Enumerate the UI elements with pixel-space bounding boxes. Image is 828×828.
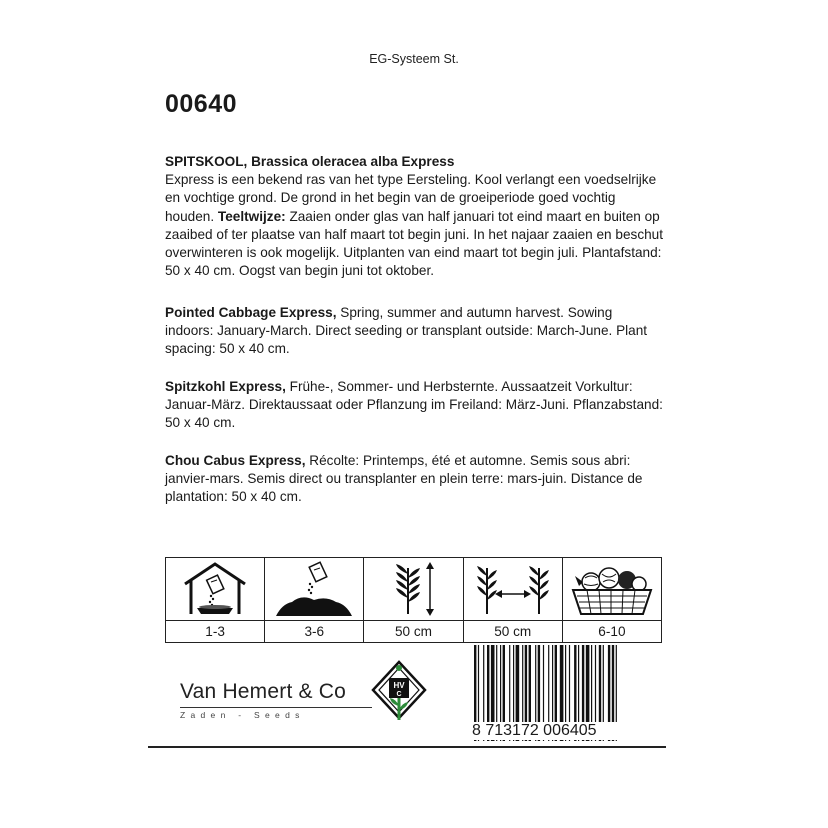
icon-cell-harvest xyxy=(563,558,661,642)
icon-label-plant-spacing: 50 cm xyxy=(494,624,532,639)
teeltwijze-label: Teeltwijze: xyxy=(217,208,286,224)
dutch-title: SPITSKOOL, Brassica oleracea alba Express xyxy=(165,154,455,169)
header-note: EG-Systeem St. xyxy=(369,52,459,66)
quality-seal-logo xyxy=(369,658,429,728)
french-title: Chou Cabus Express, xyxy=(165,453,306,468)
english-text: Spring, summer and autumn harvest. Sowing indoors: January-March. Direct seeding or transplant outside: March-June. Plant spacing: 50 x 40 cm. xyxy=(165,305,648,357)
english-description xyxy=(165,304,663,359)
bottom-rule xyxy=(148,746,666,748)
brand-name: Van Hemert & Co xyxy=(180,680,347,703)
barcode-digits: 8 713172 006405 xyxy=(472,722,658,740)
article-number: 00640 xyxy=(165,90,238,118)
icon-cell-outdoor-sowing xyxy=(265,558,364,642)
french-description xyxy=(165,452,663,507)
dutch-text-2: Zaaien onder glas van half januari tot eind maart en buiten op zaaibed of ter plaatse van half maart tot begin juni. In het najaar zaaien en beschut overwinteren is ook mogelijk. Uitplanten van eind maart tot begin juli. Plantafstand: 50 x 40 cm. Oogst van begin juni tot oktober. xyxy=(165,208,664,279)
svg-text:HV: HV xyxy=(393,681,405,690)
dutch-description xyxy=(165,153,663,280)
german-title: Spitzkohl Express, xyxy=(165,379,286,394)
plant-height-icon xyxy=(374,560,454,618)
greenhouse-sowing-icon xyxy=(175,560,255,618)
icon-label-greenhouse-sowing: 1-3 xyxy=(205,624,225,639)
brand-underline xyxy=(180,707,372,708)
plant-spacing-icon xyxy=(469,560,557,618)
dutch-text-1: Express is een bekend ras van het type Eersteling. Kool verlangt een voedselrijke en vochtige grond. De grond in het begin van de groeiperiode goed vochtig houden. xyxy=(165,172,657,224)
svg-text:C: C xyxy=(396,691,402,698)
german-text: Frühe-, Sommer- und Herbsternte. Aussaatzeit Vorkultur: Januar-März. Direktaussaat oder Pflanzung im Freiland: März-Juni. Pflanzabstand: 50 x 40 cm. xyxy=(165,379,663,431)
icon-cell-greenhouse-sowing xyxy=(166,558,265,642)
brand-tagline: Zaden - Seeds xyxy=(180,710,305,720)
french-text: Récolte: Printemps, été et automne. Semis sous abri: janvier-mars. Semis direct ou transplanter en plein terre: mars-juin. Distance de plantation: 50 x 40 cm. xyxy=(165,453,643,505)
harvest-basket-icon xyxy=(567,560,657,618)
german-description xyxy=(165,378,663,433)
icon-label-plant-height: 50 cm xyxy=(394,624,433,639)
icon-label-outdoor-sowing: 3-6 xyxy=(304,624,325,639)
icon-cell-plant-height xyxy=(364,558,463,642)
icon-cell-plant-spacing xyxy=(464,558,563,642)
english-title: Pointed Cabbage Express, xyxy=(165,305,337,320)
icon-label-harvest: 6-10 xyxy=(598,624,626,639)
outdoor-sowing-icon xyxy=(272,560,356,618)
cultivation-icon-strip xyxy=(165,557,662,643)
